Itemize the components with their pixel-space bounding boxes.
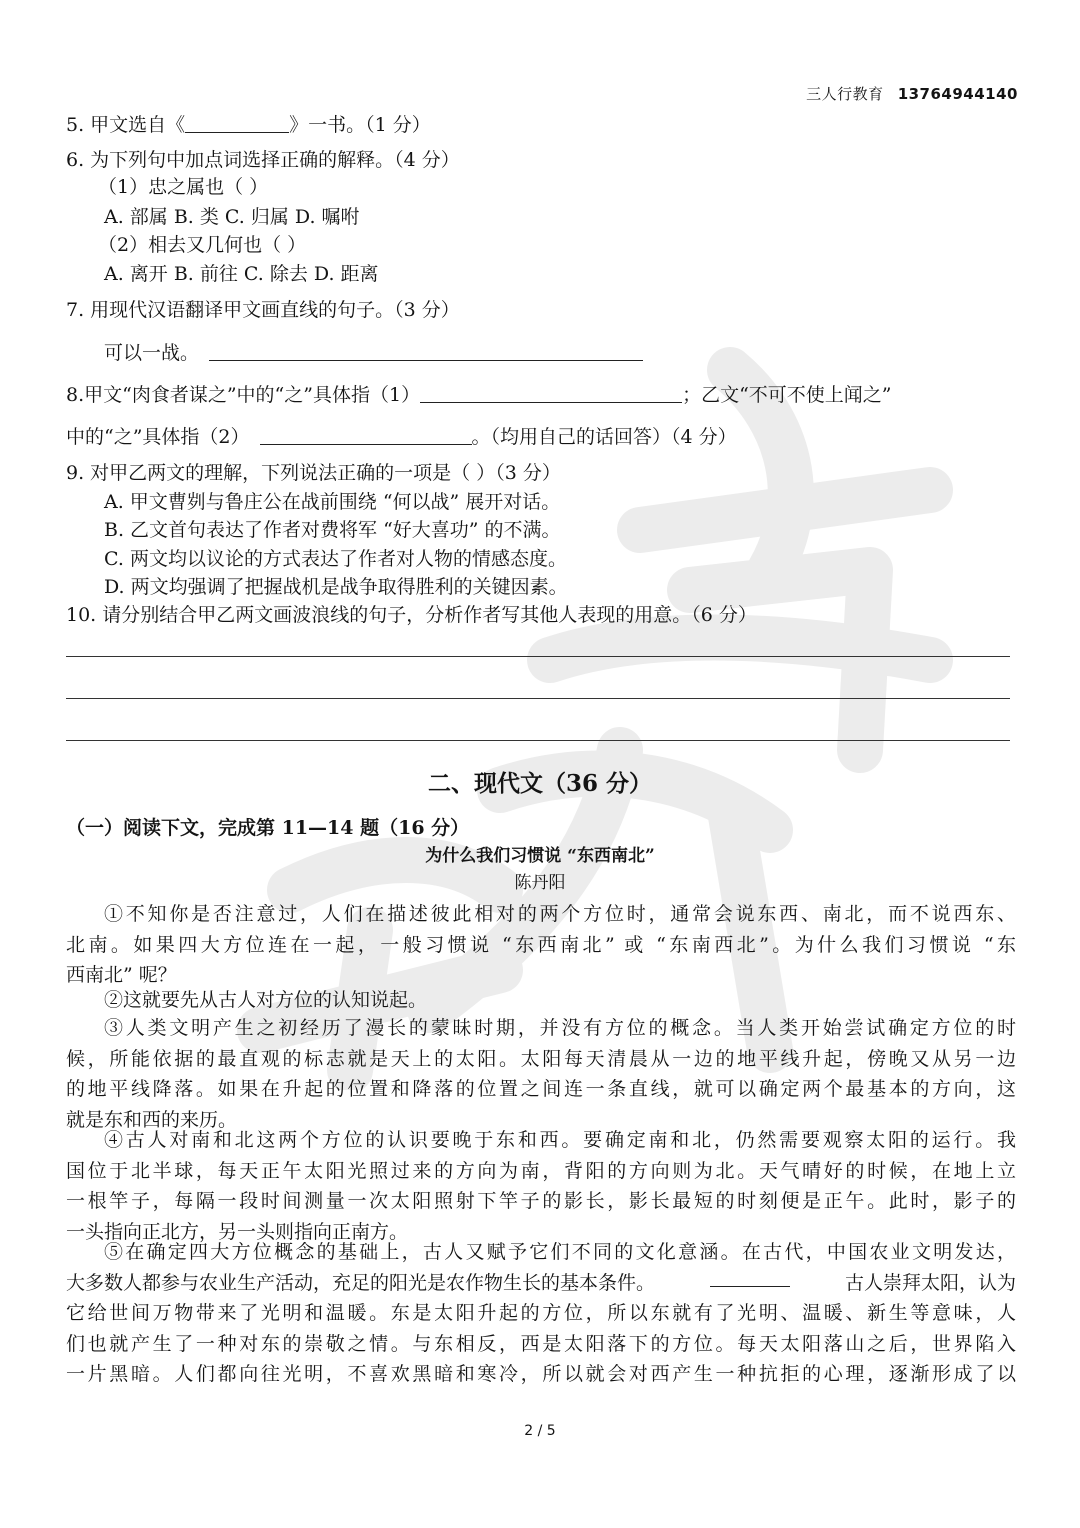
q6-options1: A. 部属 B. 类 C. 归属 D. 嘱咐 bbox=[104, 206, 360, 228]
q8-blank2[interactable] bbox=[260, 426, 472, 445]
part-heading: （一）阅读下文，完成第 11—14 题（16 分） bbox=[66, 817, 470, 839]
question-5 bbox=[66, 112, 431, 138]
q7-blank[interactable] bbox=[209, 342, 643, 361]
article-author: 陈丹阳 bbox=[514, 873, 566, 893]
paragraph-4 bbox=[66, 1125, 1016, 1247]
q8-line1 bbox=[66, 382, 892, 408]
p4-line2: 国位于北半球，每天正午太阳光照过来的方向为南，背阳的方向则为北。天气晴好的时候，在地上立 bbox=[66, 1159, 1016, 1182]
p1-line2: 北南。如果四大方位连在一起，一般习惯说 “东西南北” 或 “东南西北”。为什么我们习惯说 “东 bbox=[66, 933, 1016, 956]
q7-stem: 7. 用现代汉语翻译甲文画直线的句子。（3 分） bbox=[66, 299, 460, 321]
q8-line2 bbox=[66, 424, 737, 450]
article-title: 为什么我们习惯说 “东西南北” bbox=[425, 846, 655, 866]
p4-line1: ④古人对南和北这两个方位的认识要晚于东和西。要确定南和北，仍然需要观察太阳的运行。我 bbox=[104, 1129, 1016, 1151]
q8-blank1[interactable] bbox=[420, 384, 682, 403]
q10-answer-line-3[interactable] bbox=[66, 740, 1010, 741]
q5-before: 5. 甲文选自《 bbox=[66, 114, 186, 136]
p1-line3: 西南北” 呢？ bbox=[66, 964, 177, 987]
q6-sub1: （1）忠之属也（ ） bbox=[98, 176, 269, 198]
p5-blank[interactable] bbox=[710, 1268, 790, 1287]
paragraph-3 bbox=[66, 1013, 1016, 1135]
q5-after: 》一书。（1 分） bbox=[289, 114, 431, 136]
p5-line2-end: 古人崇拜太阳，认为 bbox=[844, 1271, 1016, 1294]
p5-line2-start: 大多数人都参与农业生产活动，充足的阳光是农作物生长的基本条件。 bbox=[66, 1271, 656, 1294]
p5-line2 bbox=[66, 1268, 1016, 1299]
p3-line3: 的地平线降落。如果在升起的位置和降落的位置之间连一条直线，就可以确定两个最基本的方向，这 bbox=[66, 1078, 1016, 1101]
p4-line4: 一头指向正北方，另一头则指向正南方。 bbox=[66, 1220, 409, 1243]
section-title: 二、现代文（36 分） bbox=[427, 770, 652, 797]
q7-prompt: 可以一战。 bbox=[104, 342, 200, 364]
paragraph-5 bbox=[66, 1237, 1016, 1390]
q7-answer bbox=[104, 340, 643, 366]
q8-part3: 中的“之”具体指（2） bbox=[66, 426, 250, 448]
p5-line4: 们也就产生了一种对东的崇敬之情。与东相反，西是太阳落下的方位。每天太阳落山之后，世界陷入 bbox=[66, 1332, 1016, 1355]
q9-option-c: C. 两文均以议论的方式表达了作者对人物的情感态度。 bbox=[104, 548, 567, 570]
q8-part1: 8.甲文“肉食者谋之”中的“之”具体指（1） bbox=[66, 384, 421, 406]
p3-line2: 候，所能依据的最直观的标志就是天上的太阳。太阳每天清晨从一边的地平线升起，傍晚又从另一边 bbox=[66, 1047, 1016, 1070]
p2-line1: ②这就要先从古人对方位的认知说起。 bbox=[104, 989, 428, 1011]
q9-option-a: A. 甲文曹刿与鲁庄公在战前围绕 “何以战” 展开对话。 bbox=[104, 491, 561, 513]
p4-line3: 一根竿子，每隔一段时间测量一次太阳照射下竿子的影长，影长最短的时刻便是正午。此时，影子的 bbox=[66, 1190, 1016, 1213]
q6-options2: A. 离开 B. 前往 C. 除去 D. 距离 bbox=[104, 263, 379, 285]
q5-blank[interactable] bbox=[185, 114, 289, 133]
p3-line4: 就是东和西的来历。 bbox=[66, 1108, 238, 1131]
q10-stem: 10. 请分别结合甲乙两文画波浪线的句子，分析作者写其他人表现的用意。（6 分） bbox=[66, 604, 757, 626]
q6-sub2: （2）相去又几何也（ ） bbox=[98, 234, 307, 256]
p5-line3: 它给世间万物带来了光明和温暖。东是太阳升起的方位，所以东就有了光明、温暖、新生等意味，人 bbox=[66, 1302, 1016, 1325]
q9-option-b: B. 乙文首句表达了作者对费将军 “好大喜功” 的不满。 bbox=[104, 519, 561, 541]
q9-option-d: D. 两文均强调了把握战机是战争取得胜利的关键因素。 bbox=[104, 576, 568, 598]
header-phone: 13764944140 bbox=[897, 85, 1018, 103]
p1-line1: ①不知你是否注意过，人们在描述彼此相对的两个方位时，通常会说东西、南北，而不说西东、 bbox=[104, 903, 1016, 925]
page-number: 2 / 5 bbox=[524, 1423, 556, 1439]
header-org: 三人行教育 bbox=[806, 85, 884, 103]
q10-answer-line-2[interactable] bbox=[66, 698, 1010, 699]
q8-part4: 。（均用自己的话回答）（4 分） bbox=[471, 426, 737, 448]
paragraph-1 bbox=[66, 899, 1016, 991]
p5-line5: 一片黑暗。人们都向往光明，不喜欢黑暗和寒冷，所以就会对西产生一种抗拒的心理，逐渐形成了以 bbox=[66, 1363, 1016, 1386]
p3-line1: ③人类文明产生之初经历了漫长的蒙昧时期，并没有方位的概念。当人类开始尝试确定方位的时 bbox=[104, 1017, 1016, 1039]
q10-answer-line-1[interactable] bbox=[66, 656, 1010, 657]
paragraph-2 bbox=[66, 985, 1016, 1016]
q8-part2: ；乙文“不可不使上闻之” bbox=[682, 384, 892, 406]
q9-stem: 9. 对甲乙两文的理解，下列说法正确的一项是（ ）（3 分） bbox=[66, 462, 561, 484]
q6-stem: 6. 为下列句中加点词选择正确的解释。（4 分） bbox=[66, 149, 460, 171]
page-header bbox=[806, 81, 1018, 107]
p5-line1: ⑤在确定四大方位概念的基础上，古人又赋予它们不同的文化意涵。在古代，中国农业文明发达， bbox=[104, 1241, 1016, 1263]
